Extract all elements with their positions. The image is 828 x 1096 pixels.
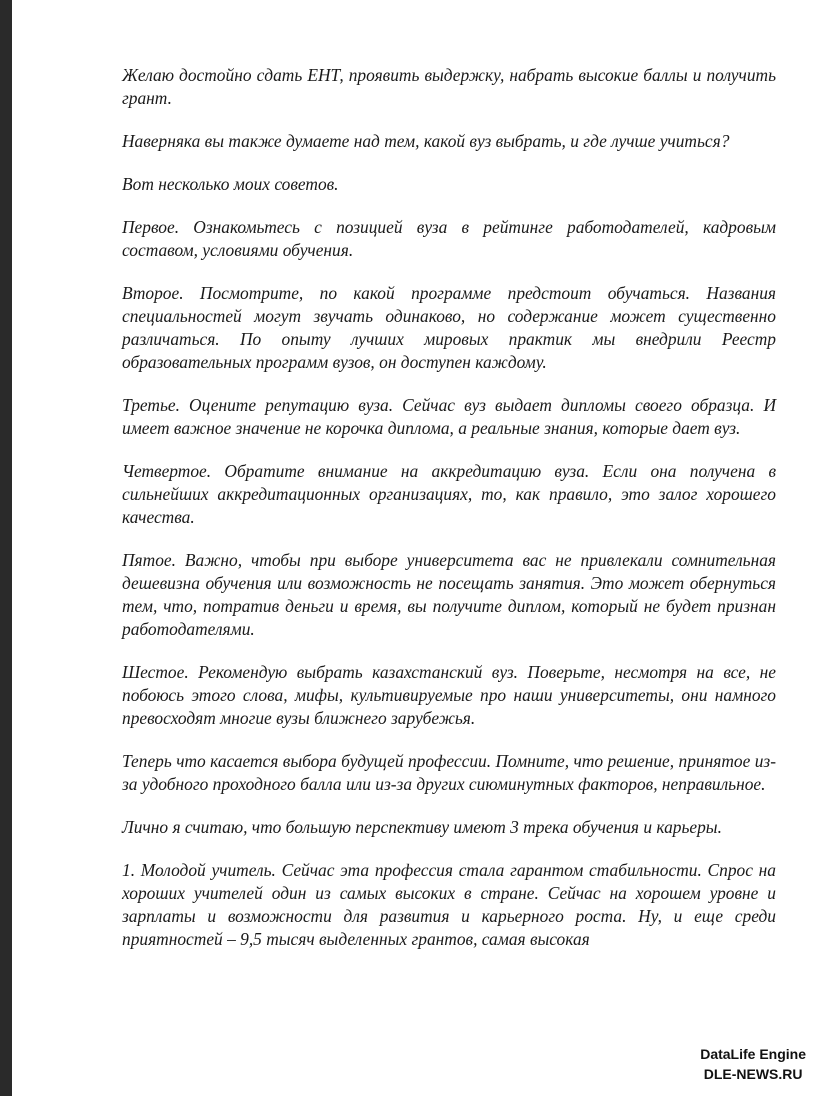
paragraph-third: Третье. Оцените репутацию вуза. Сейчас вуз выдает дипломы своего образца. И имеет важное значение не корочка диплома, а реальные знания, которые дает вуз. bbox=[122, 395, 776, 438]
watermark-line-2: DLE-NEWS.RU bbox=[703, 1066, 803, 1082]
watermark bbox=[700, 1044, 806, 1084]
paragraph-question: Наверняка вы также думаете над тем, какой вуз выбрать, и где лучше учиться? bbox=[122, 131, 730, 151]
paragraph-tracks: Лично я считаю, что большую перспективу имеют 3 трека обучения и карьеры. bbox=[122, 817, 722, 837]
paragraph-wish: Желаю достойно сдать ЕНТ, проявить выдержку, набрать высокие баллы и получить грант. bbox=[122, 65, 776, 108]
paragraph-first: Первое. Ознакомьтесь с позицией вуза в рейтинге работодателей, кадровым составом, условиями обучения. bbox=[122, 217, 776, 260]
paragraph-sixth: Шестое. Рекомендую выбрать казахстанский вуз. Поверьте, несмотря на все, не побоюсь этого слова, мифы, культивируемые про наши университеты, они намного превосходят многие вузы ближнего зарубежья. bbox=[122, 662, 776, 728]
paragraph-second: Второе. Посмотрите, по какой программе предстоит обучаться. Названия специальностей могут звучать одинаково, но содержание может существенно различаться. По опыту лучших мировых практик мы внедрили Реестр образовательных программ вузов, он доступен каждому. bbox=[122, 283, 776, 372]
paragraph-fourth: Четвертое. Обратите внимание на аккредитацию вуза. Если она получена в сильнейших аккредитационных организациях, то, как правило, это залог хорошего качества. bbox=[122, 461, 776, 527]
paragraph-track-one: 1. Молодой учитель. Сейчас эта профессия стала гарантом стабильности. Спрос на хороших учителей один из самых высоких в стране. Сейчас на хорошем уровне и зарплаты и возможности для развития и карьерного роста. Ну, и еще среди приятностей – 9,5 тысяч выделенных грантов, самая высокая bbox=[122, 860, 776, 949]
watermark-line-1: DataLife Engine bbox=[700, 1046, 806, 1062]
paragraph-profession: Теперь что касается выбора будущей профессии. Помните, что решение, принятое из-за удобного проходного балла или из-за других сиюминутных факторов, неправильное. bbox=[122, 751, 776, 794]
paragraph-intro: Вот несколько моих советов. bbox=[122, 174, 339, 194]
document-body bbox=[122, 64, 776, 971]
paragraph-fifth: Пятое. Важно, чтобы при выборе университета вас не привлекали сомнительная дешевизна обучения или возможность не посещать занятия. Это может обернуться тем, что, потратив деньги и время, вы получите диплом, который не будет признан работодателями. bbox=[122, 550, 776, 639]
document-page bbox=[12, 0, 828, 1096]
